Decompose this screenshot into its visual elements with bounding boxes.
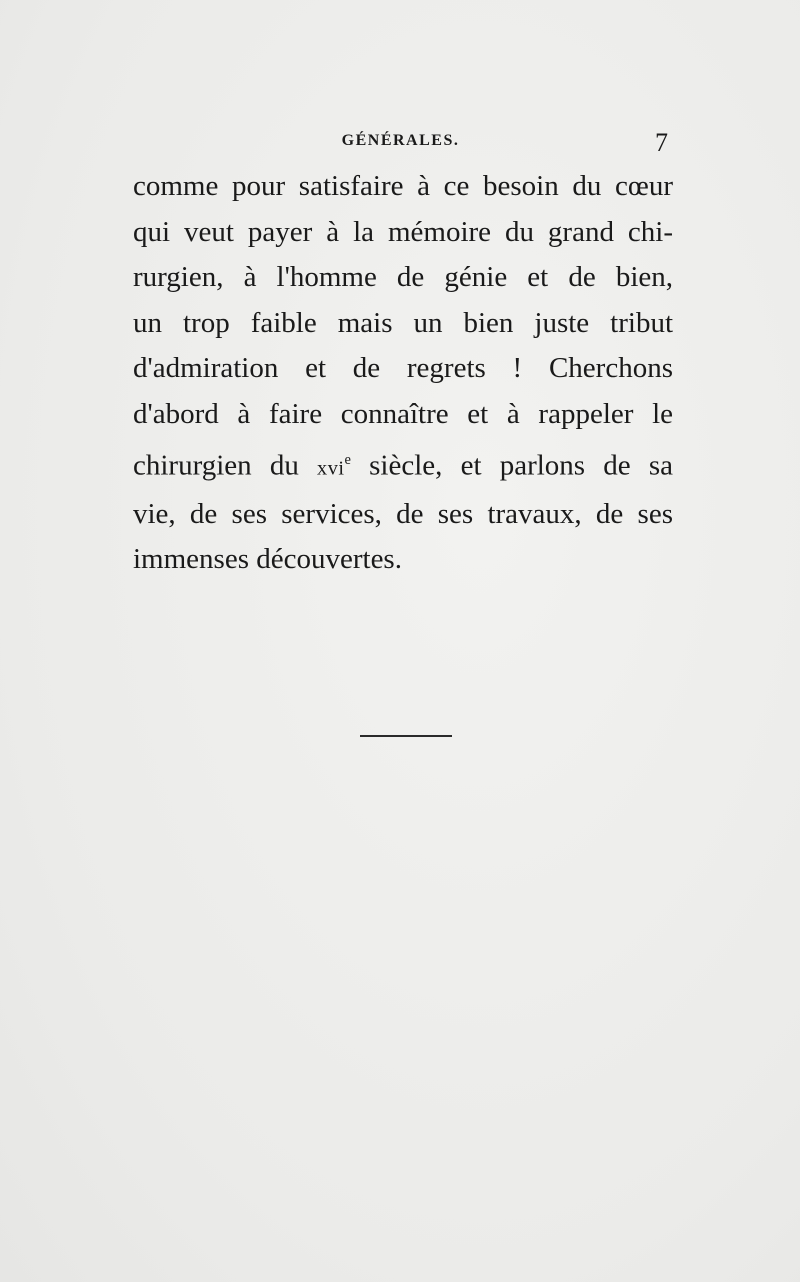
text-line: d'admiration et de regrets ! Cherchons bbox=[133, 352, 673, 385]
running-head bbox=[133, 128, 668, 158]
text-fragment: chirurgien du bbox=[133, 449, 318, 482]
text-line: d'abord à faire connaître et à rappeler le bbox=[133, 397, 673, 430]
section-end-rule bbox=[360, 735, 452, 737]
text-fragment: siècle, et parlons de sa bbox=[350, 449, 673, 482]
page-number: 7 bbox=[655, 128, 668, 157]
text-line: comme pour satisfaire à ce besoin du cœur bbox=[133, 170, 673, 202]
text-line: un trop faible mais un bien juste tribut bbox=[133, 306, 673, 339]
running-title: GÉNÉRALES. bbox=[341, 132, 460, 149]
text-line: qui veut payer à la mémoire du grand chi- bbox=[133, 215, 673, 248]
body-paragraph bbox=[133, 164, 673, 583]
text-line: rurgien, à l'homme de génie et de bien, bbox=[133, 261, 673, 294]
text-line: vie, de ses services, de ses travaux, de ses bbox=[133, 497, 673, 530]
text-line bbox=[133, 438, 673, 492]
text-line: immenses découvertes. bbox=[133, 543, 402, 576]
century-numeral: xvi bbox=[317, 457, 345, 480]
superscript: e bbox=[344, 451, 351, 468]
